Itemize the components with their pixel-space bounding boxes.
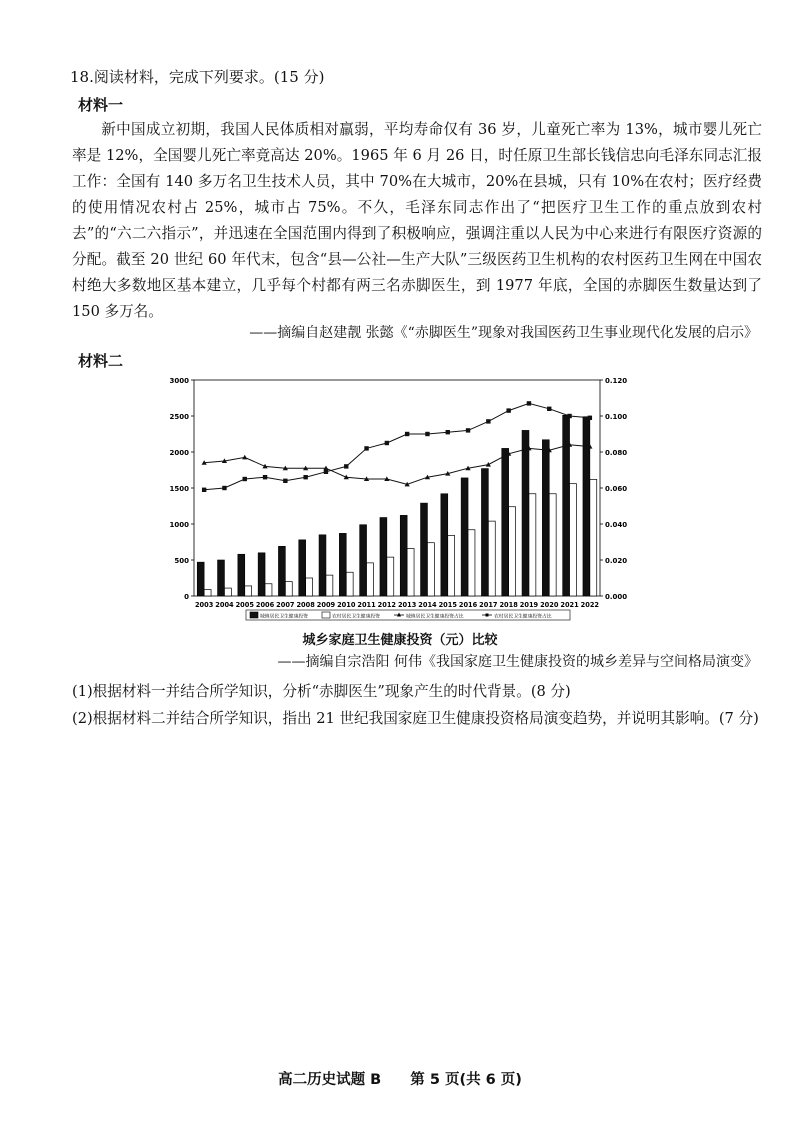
bar-rural xyxy=(346,572,353,596)
point-rural-share xyxy=(405,432,409,436)
point-rural-share xyxy=(547,407,551,411)
y-right-tick-label: 0.000 xyxy=(605,593,628,601)
bar-urban xyxy=(299,540,306,596)
x-tick-label: 2007 xyxy=(276,601,295,609)
bar-rural xyxy=(488,521,495,596)
material1-heading: 材料一 xyxy=(78,96,124,114)
point-urban-share xyxy=(486,462,491,467)
page-footer xyxy=(0,1068,800,1089)
legend-swatch xyxy=(250,612,258,618)
point-rural-share xyxy=(425,432,429,436)
point-rural-share xyxy=(243,477,247,481)
bar-urban xyxy=(319,535,326,596)
y-right-tick-label: 0.060 xyxy=(605,485,628,493)
bar-rural xyxy=(549,494,556,596)
point-rural-share xyxy=(527,401,531,405)
bar-urban xyxy=(278,546,285,596)
bar-rural xyxy=(285,582,292,596)
bar-urban xyxy=(502,448,509,596)
point-urban-share xyxy=(242,455,247,460)
x-tick-label: 2013 xyxy=(397,601,417,609)
x-tick-label: 2003 xyxy=(194,601,214,609)
bar-urban xyxy=(258,553,265,596)
material2-heading: 材料二 xyxy=(78,352,124,370)
bar-rural xyxy=(407,548,414,596)
bar-rural xyxy=(570,484,577,596)
line-rural-share xyxy=(204,403,590,489)
x-tick-label: 2004 xyxy=(215,601,234,609)
point-rural-share xyxy=(283,479,287,483)
x-tick-label: 2019 xyxy=(519,601,539,609)
x-tick-label: 2021 xyxy=(560,601,579,609)
x-tick-label: 2017 xyxy=(479,601,498,609)
point-rural-share xyxy=(588,416,592,420)
y-right-tick-label: 0.040 xyxy=(605,521,628,529)
material1-source: ——摘编自赵建靓 张懿《“赤脚医生”现象对我国医药卫生事业现代化发展的启示》 xyxy=(249,325,758,341)
legend-swatch xyxy=(322,612,330,618)
legend-label: 农村居民卫生健康投资占比 xyxy=(494,614,552,620)
bar-rural xyxy=(224,588,231,596)
point-rural-share xyxy=(364,446,368,450)
point-rural-share xyxy=(202,488,206,492)
x-tick-label: 2008 xyxy=(296,601,315,609)
material1-text: 新中国成立初期，我国人民体质相对羸弱，平均寿命仅有 36 岁，儿童死亡率为 13%，城市婴儿死亡率是 12%，全国婴儿死亡率竟高达 20%。1965 年 6 月 26 日，时任原卫生部长钱信忠向毛泽东同志汇报工作：全国有 140 多万名卫生技术人员，其中 70%在大城市，20%在县城，只有 10%在农村；医疗经费的使用情况农村占 25%，城市占 75%。不久，毛泽东同志作出了“把医疗卫生工作的重点放到农村去”的“六二六指示”，并迅速在全国范围内得到了积极响应，强调注重以人民为中心来进行有限医疗资源的分配。截至 20 世纪 60 年代末，包含“县—公社—生产大队”三级医药卫生机构的农村医药卫生网在中国农村绝大多数地区基本建立，几乎每个村都有两三名赤脚医生，到 1977 年底，全国的赤脚医生数量达到了 150 多万名。 xyxy=(72,121,762,320)
legend-marker xyxy=(486,614,489,617)
legend-label: 农村居民卫生健康投资 xyxy=(332,614,380,620)
task-2: (2)根据材料二并结合所学知识，指出 21 世纪我国家庭卫生健康投资格局演变趋势，并说明其影响。(7 分) xyxy=(72,710,759,727)
line-urban-share xyxy=(204,445,590,485)
point-rural-share xyxy=(344,464,348,468)
bar-urban xyxy=(380,518,387,596)
bar-urban xyxy=(461,478,468,596)
bar-rural xyxy=(590,479,597,596)
bar-urban xyxy=(421,503,428,596)
bar-rural xyxy=(367,563,374,596)
x-tick-label: 2015 xyxy=(438,601,457,609)
bar-rural xyxy=(427,543,434,596)
legend-label: 城镇居民卫生健康投资 xyxy=(260,614,308,620)
bar-rural xyxy=(265,584,272,596)
bar-rural xyxy=(306,578,313,596)
bar-rural xyxy=(387,557,394,596)
x-tick-label: 2005 xyxy=(235,601,254,609)
bar-urban xyxy=(481,469,488,596)
bar-urban xyxy=(238,554,245,596)
bar-urban xyxy=(339,533,346,596)
x-tick-label: 2011 xyxy=(357,601,376,609)
x-tick-label: 2014 xyxy=(418,601,437,609)
bar-rural xyxy=(509,507,516,596)
point-rural-share xyxy=(446,430,450,434)
point-rural-share xyxy=(263,475,267,479)
y-right-tick-label: 0.080 xyxy=(605,449,628,457)
bar-rural xyxy=(529,494,536,596)
legend-marker xyxy=(397,613,401,617)
bar-rural xyxy=(204,590,211,596)
y-right-tick-label: 0.120 xyxy=(605,377,628,385)
x-tick-label: 2022 xyxy=(580,601,600,609)
point-rural-share xyxy=(303,475,307,479)
bar-urban xyxy=(197,562,204,596)
point-rural-share xyxy=(567,414,571,418)
legend-label: 城镇居民卫生健康投资占比 xyxy=(406,614,464,620)
bar-urban xyxy=(563,415,570,596)
plot-frame xyxy=(194,380,600,596)
bar-urban xyxy=(400,515,407,596)
bar-urban xyxy=(218,560,225,596)
x-tick-label: 2009 xyxy=(316,601,336,609)
x-tick-label: 2012 xyxy=(377,601,397,609)
y-left-tick-label: 2500 xyxy=(169,413,189,421)
y-left-tick-label: 3000 xyxy=(169,377,189,385)
x-tick-label: 2018 xyxy=(499,601,518,609)
chart xyxy=(160,370,640,628)
bar-rural xyxy=(326,575,333,596)
y-left-tick-label: 1000 xyxy=(169,521,189,529)
chart-caption: 城乡家庭卫生健康投资（元）比较 xyxy=(302,633,498,648)
point-rural-share xyxy=(222,486,226,490)
bar-rural xyxy=(448,536,455,596)
bar-urban xyxy=(360,525,367,596)
bar-rural xyxy=(468,530,475,596)
bar-urban xyxy=(441,494,448,596)
x-tick-label: 2006 xyxy=(255,601,275,609)
point-rural-share xyxy=(466,428,470,432)
bar-urban xyxy=(583,417,590,596)
point-rural-share xyxy=(324,470,328,474)
footer-subject: 高二历史试题 B xyxy=(278,1072,382,1088)
material2-source: ——摘编自宗浩阳 何伟《我国家庭卫生健康投资的城乡差异与空间格局演变》 xyxy=(277,654,758,670)
y-left-tick-label: 500 xyxy=(174,557,189,565)
point-rural-share xyxy=(385,441,389,445)
y-left-tick-label: 2000 xyxy=(169,449,189,457)
x-tick-label: 2010 xyxy=(337,601,356,609)
footer-page-number: 第 5 页(共 6 页) xyxy=(410,1072,522,1088)
y-left-tick-label: 0 xyxy=(184,593,189,601)
y-right-tick-label: 0.100 xyxy=(605,413,628,421)
task-1: (1)根据材料一并结合所学知识，分析“赤脚医生”现象产生的时代背景。(8 分) xyxy=(72,683,571,700)
question-title: 18.阅读材料，完成下列要求。(15 分) xyxy=(70,68,325,86)
y-left-tick-label: 1500 xyxy=(169,485,189,493)
point-rural-share xyxy=(486,419,490,423)
y-right-tick-label: 0.020 xyxy=(605,557,628,565)
x-tick-label: 2016 xyxy=(458,601,478,609)
bar-rural xyxy=(245,586,252,596)
bar-urban xyxy=(522,430,529,596)
x-tick-label: 2020 xyxy=(540,601,559,609)
bar-urban xyxy=(542,440,549,596)
point-rural-share xyxy=(506,408,510,412)
chart-svg xyxy=(160,370,640,628)
